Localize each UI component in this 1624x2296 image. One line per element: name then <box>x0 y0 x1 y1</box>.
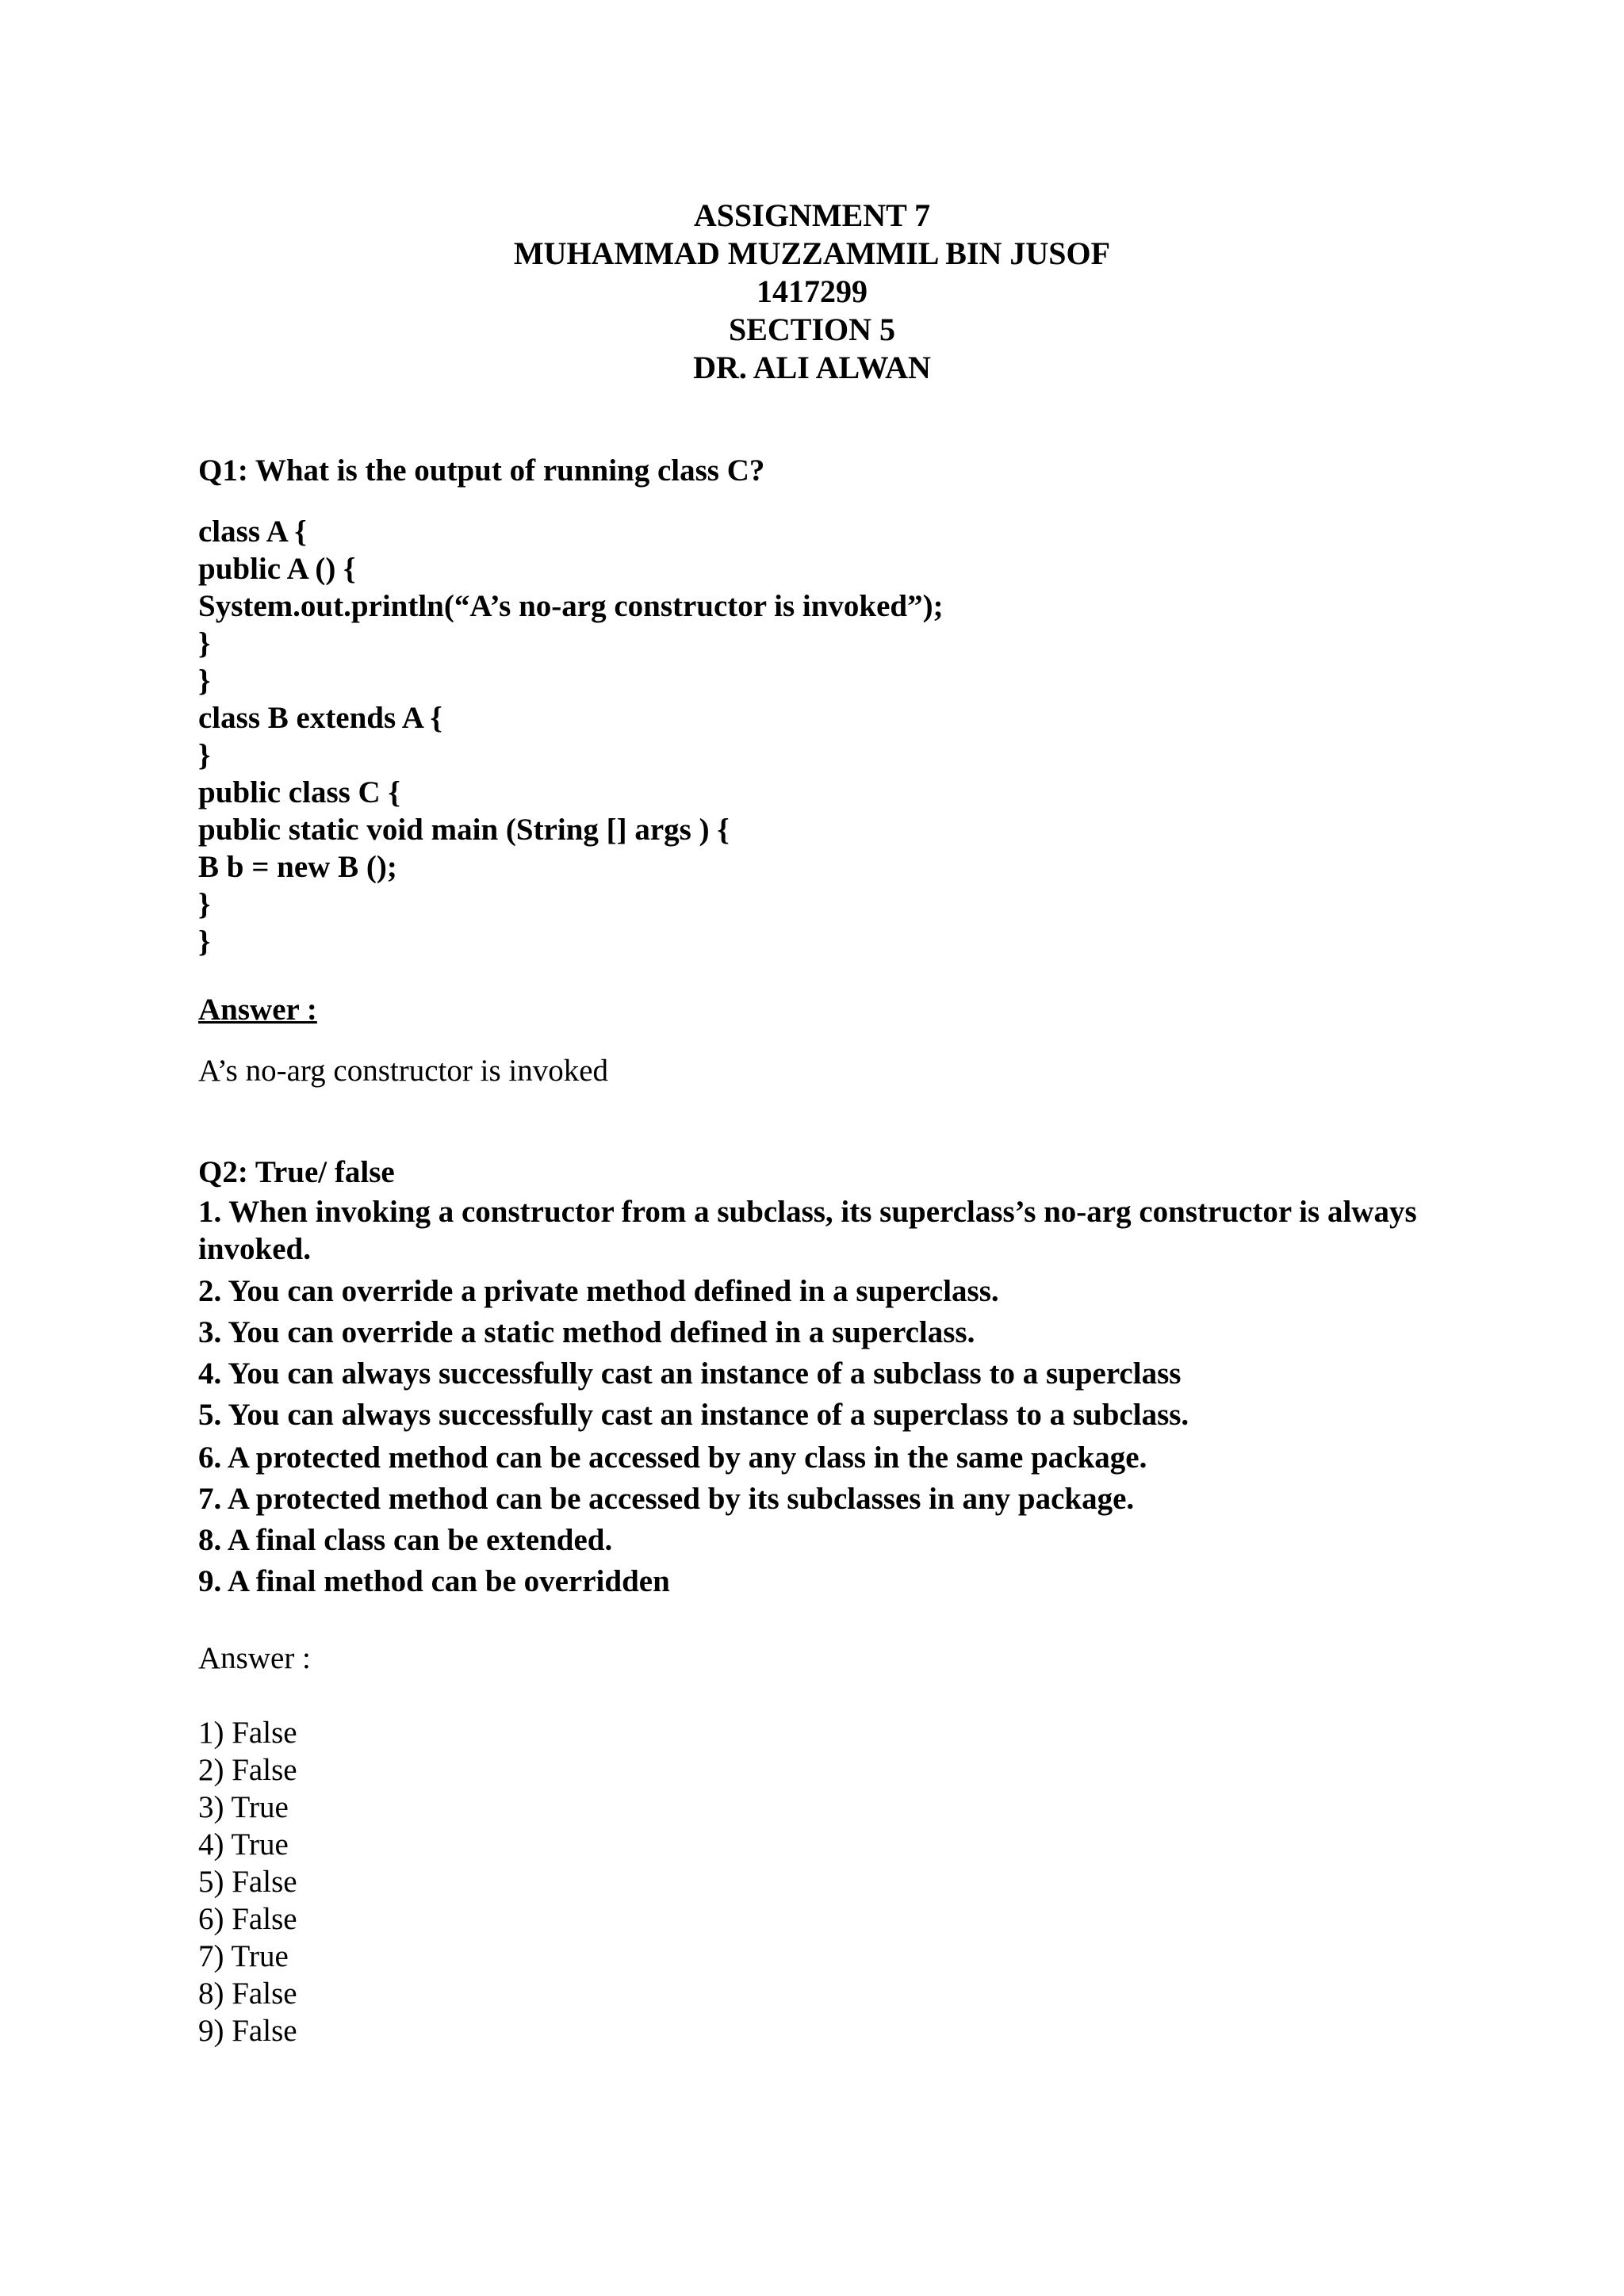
q1-question: Q1: What is the output of running class C? <box>198 453 765 488</box>
code-line: public static void main (String [] args ) { <box>198 813 730 847</box>
q1-answer-label: Answer : <box>198 993 317 1027</box>
q2-statement: 7. A protected method can be accessed by its subclasses in any package. <box>198 1482 1135 1516</box>
q2-statement: 9. A final method can be overridden <box>198 1564 670 1598</box>
code-line: B b = new B (); <box>198 850 397 884</box>
student-name: MUHAMMAD MUZZAMMIL BIN JUSOF <box>513 235 1111 271</box>
code-line: } <box>198 738 211 772</box>
code-line: class A { <box>198 515 307 549</box>
q2-statement: 8. A final class can be extended. <box>198 1523 613 1557</box>
code-line: } <box>198 924 211 959</box>
q2-answer: 7) True <box>198 1939 289 1973</box>
q2-answer-label: Answer : <box>198 1641 311 1675</box>
code-line: } <box>198 887 211 921</box>
code-line: public class C { <box>198 775 400 809</box>
q1-answer: A’s no-arg constructor is invoked <box>198 1054 609 1088</box>
q2-answer: 9) False <box>198 2014 297 2048</box>
q2-statement: 5. You can always successfully cast an instance of a superclass to a subclass. <box>198 1398 1189 1432</box>
student-id: 1417299 <box>756 274 868 309</box>
code-line: } <box>198 664 211 698</box>
q2-question: Q2: True/ false <box>198 1155 395 1189</box>
lecturer-name: DR. ALI ALWAN <box>693 350 931 385</box>
q2-statement: 2. You can override a private method defined in a superclass. <box>198 1274 999 1308</box>
q2-answer: 1) False <box>198 1716 297 1750</box>
q2-answer: 2) False <box>198 1753 297 1787</box>
q2-statement: 3. You can override a static method defined in a superclass. <box>198 1315 975 1349</box>
q2-answer: 8) False <box>198 1976 297 2011</box>
section-number: SECTION 5 <box>728 312 896 347</box>
code-line: System.out.println(“A’s no-arg constructor is invoked”); <box>198 589 944 623</box>
document-header <box>0 197 1624 387</box>
q2-statement: 6. A protected method can be accessed by any class in the same package. <box>198 1441 1147 1475</box>
code-line: public A () { <box>198 552 356 586</box>
code-line: } <box>198 626 211 660</box>
code-line: class B extends A { <box>198 701 442 735</box>
q2-answer: 4) True <box>198 1827 289 1862</box>
q2-answer: 6) False <box>198 1902 297 1936</box>
q2-statement: 4. You can always successfully cast an instance of a subclass to a superclass <box>198 1357 1182 1391</box>
assignment-title: ASSIGNMENT 7 <box>693 197 931 233</box>
q2-answer: 5) False <box>198 1865 297 1899</box>
q2-statement: 1. When invoking a constructor from a subclass, its superclass’s no-arg constructor is always invoked. <box>198 1195 1417 1266</box>
q2-answer: 3) True <box>198 1790 289 1824</box>
